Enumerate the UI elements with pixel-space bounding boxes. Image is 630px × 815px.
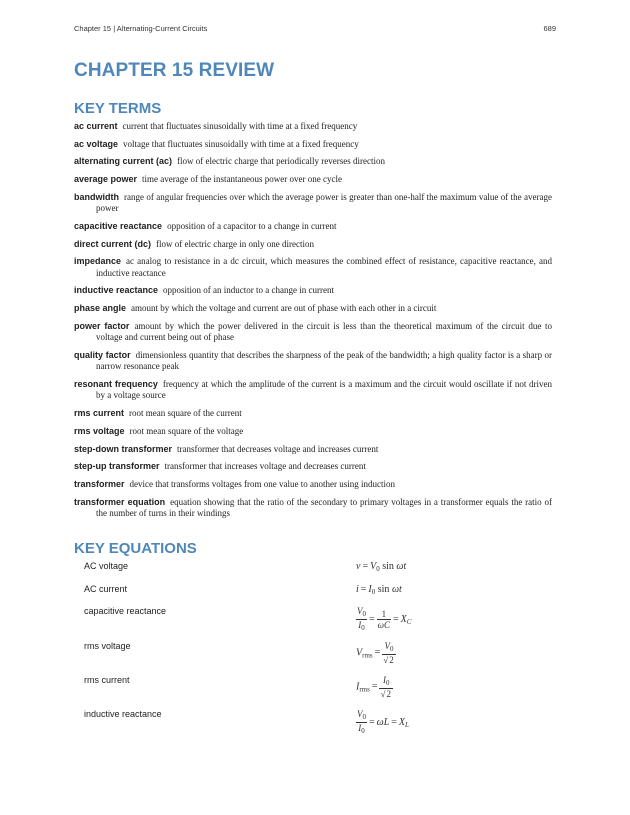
key-term-item <box>74 303 552 314</box>
key-term-definition: root mean square of the current <box>129 408 242 419</box>
key-term-definition: frequency at which the amplitude of the current is a maximum and the circuit would oscillate if not driven by a voltage source <box>96 379 552 401</box>
key-term-item <box>74 497 552 520</box>
key-term-name: bandwidth <box>74 191 119 202</box>
key-term-name: quality factor <box>74 349 131 360</box>
equation-capacitive-reactance: $\frac{V_0}{I_0}$ = $\frac{1}{\omega C}$ = $X_C$ <box>357 606 412 632</box>
key-term-definition: amount by which the power delivered in the circuit is less than the theoretical maximum of the circuit due to voltage and current being out of phase <box>96 320 552 343</box>
key-term-name: average power <box>74 174 138 185</box>
key-term-name: resonant frequency <box>74 379 158 390</box>
equation-ac-voltage: $v = V_0$ sin ωt <box>356 561 407 573</box>
key-term-item <box>74 444 552 455</box>
key-term-definition: flow of electric charge that periodically reverses direction <box>177 156 386 167</box>
equation-label: inductive reactance <box>84 709 162 719</box>
key-term-item <box>74 461 552 472</box>
equation-label: rms current <box>84 675 130 685</box>
key-term-item <box>74 192 552 215</box>
key-term-definition: root mean square of the voltage <box>129 425 244 436</box>
key-term-item <box>74 121 552 132</box>
page-header <box>74 24 556 33</box>
key-terms-heading: KEY TERMS <box>74 100 162 117</box>
key-term-definition: voltage that fluctuates sinusoidally with time at a fixed frequency <box>123 138 359 149</box>
running-header: Chapter 15 | Alternating-Current Circuits <box>74 24 208 33</box>
key-term-item <box>74 256 552 279</box>
key-term-definition: range of angular frequencies over which the average power is greater than one-half the maximum value of the average power <box>96 191 552 214</box>
equation-label: capacitive reactance <box>84 606 167 616</box>
key-term-name: ac voltage <box>74 138 119 149</box>
key-term-name: ac current <box>74 121 118 131</box>
key-term-name: transformer equation <box>74 496 166 507</box>
equation-inductive-reactance: $\frac{V_0}{I_0}$ = $\omega L = X_L$ <box>357 709 409 735</box>
key-term-item <box>74 139 552 150</box>
key-term-item <box>74 221 552 232</box>
key-term-name: inductive reactance <box>74 285 159 296</box>
key-term-name: rms voltage <box>74 425 125 436</box>
key-term-item <box>74 285 552 296</box>
key-term-item <box>74 379 552 402</box>
key-terms-list <box>74 121 552 526</box>
key-term-name: alternating current (ac) <box>74 156 173 167</box>
key-term-name: power factor <box>74 320 130 331</box>
key-term-name: direct current (dc) <box>74 238 152 249</box>
key-term-name: transformer <box>74 478 125 489</box>
equation-label: AC voltage <box>84 561 129 571</box>
key-term-definition: opposition of an inductor to a change in current <box>163 285 334 296</box>
equation-rms-voltage: $V_{rms}$ = $\frac{V_0}{√2}$ <box>356 641 394 665</box>
key-term-name: capacitive reactance <box>74 220 163 231</box>
key-term-item <box>74 156 552 167</box>
key-term-definition: ac analog to resistance in a dc circuit, which measures the combined effect of resistance, capacitive reactance, and inductive reactance <box>96 256 552 278</box>
key-term-item <box>74 350 552 373</box>
key-term-item <box>74 408 552 419</box>
equation-rms-current: $I_{rms}$ = $\frac{I_0}{√2}$ <box>356 675 391 699</box>
page-number: 689 <box>543 24 556 33</box>
key-term-name: impedance <box>74 256 122 267</box>
key-term-item <box>74 479 552 490</box>
equation-ac-current: $i = I_0$ sin ωt <box>356 584 402 596</box>
key-equations-heading: KEY EQUATIONS <box>74 540 197 557</box>
key-term-definition: current that fluctuates sinusoidally with time at a fixed frequency <box>122 121 358 131</box>
key-term-definition: transformer that decreases voltage and increases current <box>177 443 379 454</box>
key-term-definition: flow of electric charge in only one direction <box>156 238 315 249</box>
key-term-definition: opposition of a capacitor to a change in current <box>167 220 337 231</box>
key-term-name: phase angle <box>74 303 127 314</box>
key-term-item <box>74 174 552 185</box>
key-term-definition: dimensionless quantity that describes the sharpness of the peak of the bandwidth; a high quality factor is a sharp or narrow resonance peak <box>96 349 552 372</box>
key-term-item <box>74 426 552 437</box>
key-term-definition: equation showing that the ratio of the secondary to primary voltages in a transformer equals the ratio of the number of turns in their windings <box>96 496 553 519</box>
equation-label: rms voltage <box>84 641 131 651</box>
key-term-item <box>74 239 552 250</box>
key-term-definition: time average of the instantaneous power over one cycle <box>142 174 342 185</box>
key-term-name: step-up transformer <box>74 461 160 472</box>
key-term-name: rms current <box>74 408 125 419</box>
chapter-title: CHAPTER 15 REVIEW <box>74 60 275 81</box>
equation-label: AC current <box>84 584 128 594</box>
key-term-definition: amount by which the voltage and current are out of phase with each other in a circuit <box>131 303 437 314</box>
key-term-name: step-down transformer <box>74 443 173 454</box>
key-term-definition: transformer that increases voltage and decreases current <box>164 461 366 472</box>
key-term-item <box>74 321 552 344</box>
key-term-definition: device that transforms voltages from one value to another using induction <box>129 478 395 489</box>
